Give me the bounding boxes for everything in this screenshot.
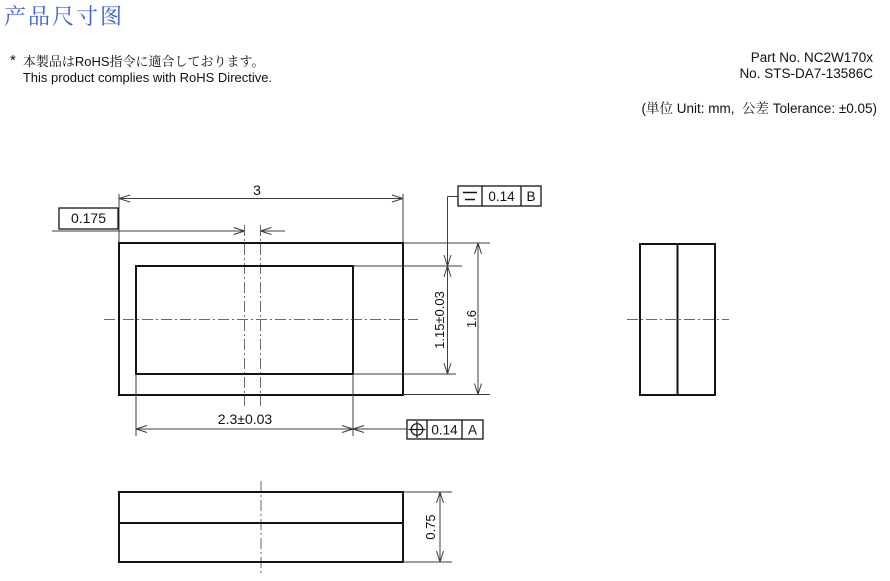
symmetry-tolerance-value: 0.14 [488,189,515,204]
unit-tolerance-note: (単位 Unit: mm, 公差 Tolerance: ±0.05) [641,101,877,116]
position-datum-letter: A [467,422,478,438]
dimension-lines [52,194,490,562]
rohs-note-marker: * [10,52,16,69]
dim-thickness-value: 0.75 [423,514,438,540]
symmetry-tolerance-frame [458,186,541,206]
position-tolerance-frame [407,420,483,439]
dim-body-height-value: 1.6 [464,309,479,329]
dim-inner-width-value: 2.3±0.03 [217,411,273,427]
document-number: No. STS-DA7-13586C [739,65,873,81]
rohs-note-en: This product complies with RoHS Directive. [22,70,273,85]
centerlines [104,225,729,573]
dim-body-width-value: 3 [253,182,261,198]
dim-inner-height-value: 1.15±0.03 [432,291,447,349]
rohs-note-jp: 本製品はRoHS指令に適合しております。 [22,54,265,69]
page-title: 产品尺寸图 [4,5,125,30]
symmetry-datum-letter: B [526,189,536,204]
part-outlines [119,243,715,562]
dim-center-offset-value: 0.175 [70,210,107,226]
position-tolerance-value: 0.14 [431,422,458,438]
dim-center-offset-box [59,208,118,229]
part-number: Part No. NC2W170x [750,50,873,65]
